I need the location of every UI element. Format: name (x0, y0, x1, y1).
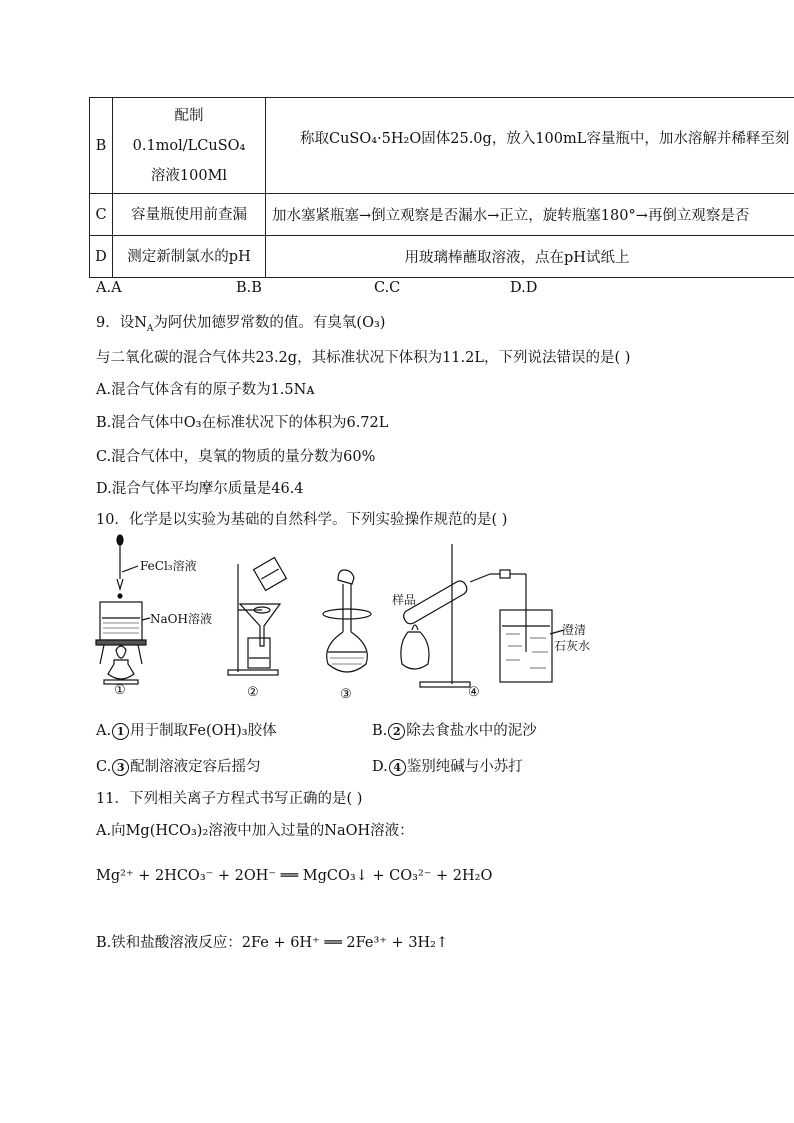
q11-option-b: B.铁和盐酸溶液反应：2Fe + 6H⁺ ══ 2Fe³⁺ + 3H₂↑ (96, 935, 449, 951)
row-name (113, 98, 266, 194)
apparatus-2 (228, 558, 286, 675)
apparatus-4 (401, 544, 564, 687)
q10-option-b (372, 719, 537, 740)
q10-option-a (96, 719, 277, 740)
label-n1: ① (114, 683, 126, 698)
option-text: 除去食盐水中的泥沙 (406, 723, 537, 739)
option-prefix: D. (372, 759, 388, 775)
q9-option-a: A.混合气体含有的原子数为1.5Nᴀ (96, 382, 315, 398)
table-row (90, 98, 794, 194)
row-operation: 加水塞紧瓶塞→倒立观察是否漏水→正立，旋转瓶塞180°→再倒立观察是否 (266, 194, 794, 236)
circled-number: 2 (388, 723, 405, 740)
q11-equation-a: Mg²⁺ + 2HCO₃⁻ + 2OH⁻ ══ MgCO₃↓ + CO₃²⁻ + 2H₂O (96, 868, 493, 884)
circled-number: 1 (112, 723, 129, 740)
row-label: B (90, 98, 113, 194)
q8-option-b: B.B (236, 280, 262, 296)
row-label: C (90, 194, 113, 236)
circled-number: 3 (112, 759, 129, 776)
row-operation: 用玻璃棒蘸取溶液，点在pH试纸上 (266, 236, 794, 278)
row-operation-text: 称取CuSO₄·5H₂O固体25.0g，放入100mL容量瓶中，加水溶解并稀释至刻 (300, 131, 790, 147)
row-operation (266, 98, 794, 194)
row-name-line: 0.1mol/LCuSO₄ (132, 137, 246, 154)
q10-option-d (372, 755, 523, 776)
option-text: 鉴别纯碱与小苏打 (406, 759, 523, 775)
row-name-line: 测定新制氯水的pH (127, 248, 251, 265)
label-fecl3: FeCl₃溶液 (140, 559, 197, 573)
q10-option-c (96, 755, 261, 776)
q9-option-d: D.混合气体平均摩尔质量是46.4 (96, 481, 304, 497)
q11-option-a: A.向Mg(HCO₃)₂溶液中加入过量的NaOH溶液： (96, 823, 414, 839)
circled-number: 4 (389, 759, 406, 776)
row-name-line: 溶液100Ml (150, 167, 228, 184)
q9-stem-line1 (96, 311, 385, 334)
row-name (113, 236, 266, 278)
option-prefix: A. (96, 723, 112, 739)
option-text: 用于制取Fe(OH)₃胶体 (130, 723, 277, 739)
row-name-line: 容量瓶使用前查漏 (131, 206, 247, 223)
label-n2: ② (247, 685, 259, 700)
q9-stem-b: 为阿伏加德罗常数的值。有臭氧(O₃) (153, 315, 386, 331)
row-label: D (90, 236, 113, 278)
label-limewater-1: 澄清 (562, 623, 587, 637)
apparatus-figure (90, 534, 610, 704)
q10-stem: 10．化学是以实验为基础的自然科学。下列实验操作规范的是( ) (96, 512, 508, 528)
q9-stem-a: 9．设N (96, 315, 147, 331)
q9-stem-line2: 与二氧化碳的混合气体共23.2g，其标准状况下体积为11.2L，下列说法错误的是( ) (96, 350, 631, 366)
experiment-table (89, 97, 794, 278)
apparatus-3 (323, 570, 371, 672)
label-sample: 样品 (392, 593, 417, 607)
label-n3: ③ (340, 687, 352, 702)
label-n4: ④ (468, 685, 480, 700)
row-name-line: 配制 (174, 107, 204, 124)
label-limewater-2: 石灰水 (554, 639, 591, 653)
table-row (90, 194, 794, 236)
apparatus-1 (96, 535, 150, 684)
q11-stem: 11．下列相关离子方程式书写正确的是( ) (96, 791, 363, 807)
table-row (90, 236, 794, 278)
option-prefix: B. (372, 723, 388, 739)
q8-option-d: D.D (510, 280, 538, 296)
q9-option-c: C.混合气体中，臭氧的物质的量分数为60% (96, 449, 376, 465)
option-prefix: C. (96, 759, 112, 775)
q8-option-a: A.A (96, 280, 122, 296)
row-name (113, 194, 266, 236)
label-naoh: NaOH溶液 (150, 612, 212, 626)
q8-option-c: C.C (374, 280, 401, 296)
q9-option-b: B.混合气体中O₃在标准状况下的体积为6.72L (96, 415, 389, 431)
q9-stem-sub: A (146, 323, 154, 334)
option-text: 配制溶液定容后摇匀 (130, 759, 261, 775)
